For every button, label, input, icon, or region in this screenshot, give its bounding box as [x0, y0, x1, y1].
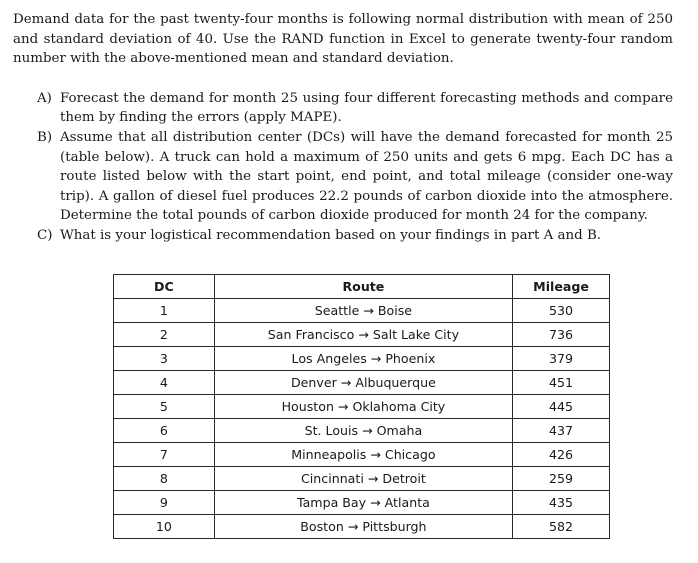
mileage-cell: 451 — [513, 371, 610, 395]
mileage-cell: 445 — [513, 395, 610, 419]
dc-cell: 3 — [114, 347, 215, 371]
intro-paragraph: Demand data for the past twenty-four months is following normal distribution with mean of 250 and standard deviation of 40. Use the RAND function in Excel to generate twenty-four random number with the above-mentioned mean and standard deviation. — [13, 12, 673, 67]
question-text: What is your logistical recommendation based on your findings in part A and B. — [60, 227, 602, 243]
question-b — [13, 128, 673, 226]
route-cell: Minneapolis → Chicago — [214, 443, 512, 467]
route-cell: Denver → Albuquerque — [214, 371, 512, 395]
dc-cell: 4 — [114, 371, 215, 395]
dc-cell: 5 — [114, 395, 215, 419]
mileage-cell: 426 — [513, 443, 610, 467]
table-row — [114, 299, 610, 323]
mileage-cell: 530 — [513, 299, 610, 323]
question-text: Forecast the demand for month 25 using four different forecasting methods and compare them by finding the errors (apply MAPE). — [60, 90, 673, 126]
header-dc: DC — [114, 275, 215, 299]
table-row — [114, 395, 610, 419]
table-row — [114, 347, 610, 371]
route-cell: Boston → Pittsburgh — [214, 515, 512, 539]
table-row — [114, 419, 610, 443]
table-row — [114, 515, 610, 539]
dc-cell: 6 — [114, 419, 215, 443]
route-cell: Seattle → Boise — [214, 299, 512, 323]
mileage-cell: 736 — [513, 323, 610, 347]
question-label: C) — [37, 227, 53, 243]
route-cell: St. Louis → Omaha — [214, 419, 512, 443]
route-cell: Houston → Oklahoma City — [214, 395, 512, 419]
table-header-row — [114, 275, 610, 299]
header-mileage: Mileage — [513, 275, 610, 299]
question-label: B) — [37, 129, 53, 145]
table-row — [114, 323, 610, 347]
header-route: Route — [214, 275, 512, 299]
route-cell: San Francisco → Salt Lake City — [214, 323, 512, 347]
table-row — [114, 443, 610, 467]
question-c — [13, 226, 673, 246]
mileage-cell: 379 — [513, 347, 610, 371]
dc-cell: 9 — [114, 491, 215, 515]
dc-route-table — [113, 274, 610, 539]
dc-cell: 1 — [114, 299, 215, 323]
mileage-cell: 582 — [513, 515, 610, 539]
mileage-cell: 437 — [513, 419, 610, 443]
question-a — [13, 89, 673, 128]
document — [13, 10, 673, 246]
question-text: Assume that all distribution center (DCs) will have the demand forecasted for month 25 (table below). A truck can hold a maximum of 250 units and gets 6 mpg. Each DC has a route listed below with the start point, end point, and total mileage (consider one-way trip). A gallon of diesel fuel produces 22.2 pounds of carbon dioxide into the atmosphere. Determine the total pounds of carbon dioxide produced for month 24 for the company. — [60, 129, 673, 224]
route-cell: Tampa Bay → Atlanta — [214, 491, 512, 515]
route-cell: Los Angeles → Phoenix — [214, 347, 512, 371]
mileage-cell: 259 — [513, 467, 610, 491]
question-label: A) — [37, 90, 52, 106]
question-list — [13, 89, 673, 246]
dc-cell: 10 — [114, 515, 215, 539]
mileage-cell: 435 — [513, 491, 610, 515]
table-row — [114, 491, 610, 515]
table-row — [114, 467, 610, 491]
table-row — [114, 371, 610, 395]
dc-cell: 2 — [114, 323, 215, 347]
dc-cell: 8 — [114, 467, 215, 491]
dc-cell: 7 — [114, 443, 215, 467]
route-cell: Cincinnati → Detroit — [214, 467, 512, 491]
